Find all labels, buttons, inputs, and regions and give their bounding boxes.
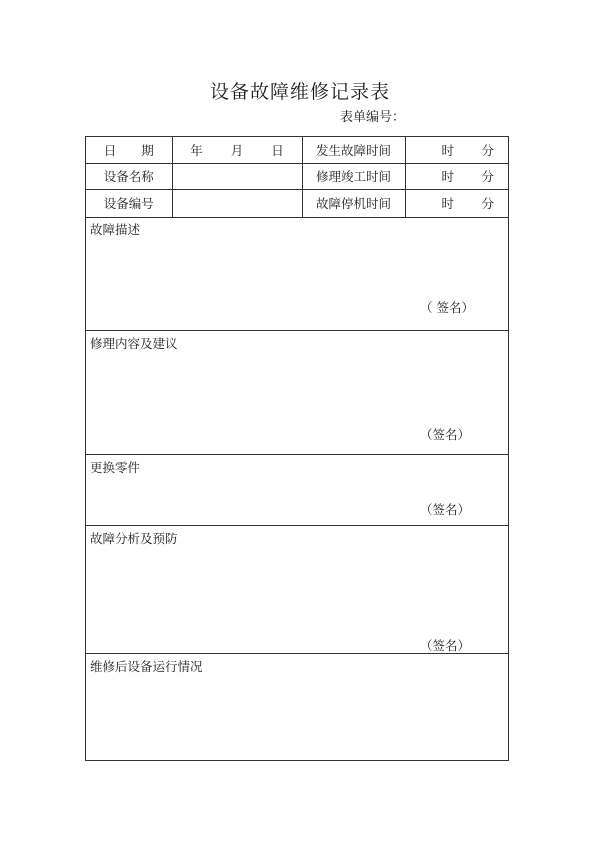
table-row (86, 189, 508, 217)
date-field[interactable] (172, 137, 302, 163)
minute-unit: 分 (481, 142, 494, 158)
form-frame (85, 136, 509, 761)
downtime-label: 故障停机时间 (302, 189, 405, 217)
post-repair-status-label: 维修后设备运行情况 (90, 659, 203, 674)
signature-label: （ 签名） (420, 300, 474, 315)
failure-time-label: 发生故障时间 (302, 137, 405, 163)
equipment-number-field[interactable] (172, 189, 302, 217)
minute-unit: 分 (481, 196, 494, 211)
table-row (86, 137, 508, 163)
repair-complete-time-field[interactable] (405, 163, 508, 189)
repair-content-label: 修理内容及建议 (90, 336, 178, 351)
downtime-field[interactable] (405, 189, 508, 217)
replacement-parts-label: 更换零件 (90, 460, 141, 475)
fault-analysis-label: 故障分析及预防 (90, 531, 178, 546)
page-title: 设备故障维修记录表 (209, 81, 390, 103)
date-label: 日 期 (86, 137, 172, 163)
hour-unit: 时 (441, 196, 455, 211)
minute-unit: 分 (481, 169, 494, 184)
info-table (86, 137, 508, 218)
date-month-unit: 月 (230, 142, 244, 158)
repair-content-section[interactable] (86, 331, 508, 455)
table-row (86, 163, 508, 189)
fault-description-section[interactable] (86, 217, 508, 331)
hour-unit: 时 (441, 169, 455, 184)
equipment-number-label: 设备编号 (86, 189, 172, 217)
signature-label: （签名） (420, 638, 471, 653)
signature-label: （签名） (420, 502, 471, 517)
date-day-unit: 日 (271, 142, 284, 158)
date-year-unit: 年 (190, 142, 203, 158)
fault-analysis-section[interactable] (86, 526, 508, 654)
fault-description-label: 故障描述 (90, 222, 141, 237)
replacement-parts-section[interactable] (86, 455, 508, 526)
equipment-name-field[interactable] (172, 163, 302, 189)
post-repair-status-section[interactable] (86, 654, 508, 760)
failure-time-field[interactable] (405, 137, 508, 163)
hour-unit: 时 (441, 142, 455, 158)
repair-complete-time-label: 修理竣工时间 (302, 163, 405, 189)
form-number-label: 表单编号： (340, 110, 406, 125)
signature-label: （签名） (420, 427, 471, 442)
equipment-name-label: 设备名称 (86, 163, 172, 189)
